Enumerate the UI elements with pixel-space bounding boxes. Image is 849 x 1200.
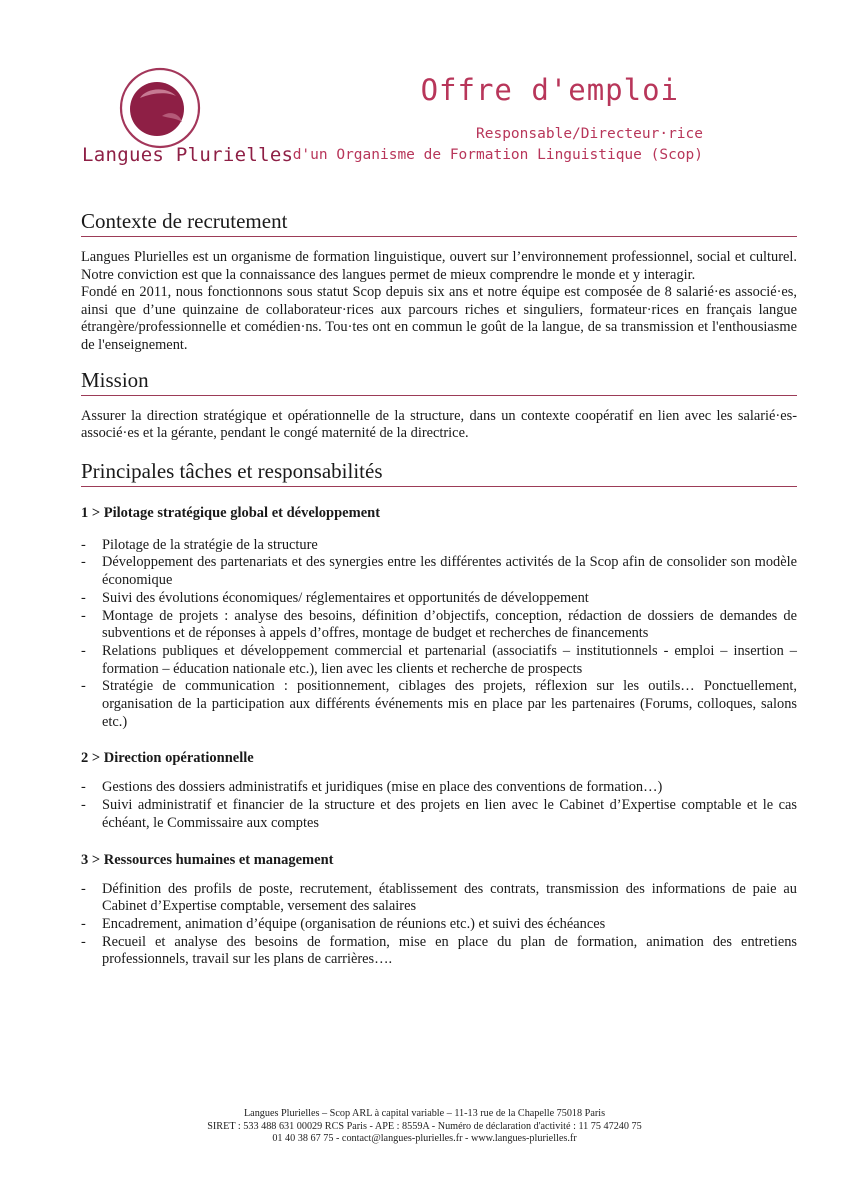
task-list	[81, 881, 797, 970]
list-item: - Montage de projets : analyse des besoins, définition d’objectifs, conception, rédaction de dossiers de demandes de subventions et de réponses à appels d’offres, montage de budget et recherches de financements	[81, 608, 797, 643]
offer-subtitle-line2: d'un Organisme de Formation Linguistique (Scop)	[292, 147, 703, 163]
list-item: - Encadrement, animation d’équipe (organisation de réunions etc.) et suivi des échéances	[81, 916, 797, 934]
contexte-paragraph-2: Fondé en 2011, nous fonctionnons sous statut Scop depuis six ans et notre équipe est composée de 8 salarié·es associé·es, ainsi que d’une quinzaine de collaborateur·rices aux parcours riches et singuliers, formateur·rices en français langue étrangère/professionnelle et comédien·ns. Tou·tes ont en commun le goût de la langue, de sa transmission et l'enthousiasme de l'enseignement.	[81, 284, 797, 353]
list-item: - Stratégie de communication : positionnement, ciblages des projets, réflexion sur les outils… Ponctuellement, organisation de la participation aux différents événements mis en place par les partenaires (Forums, colloques, salons etc.)	[81, 678, 797, 731]
logo	[82, 66, 294, 186]
section-title-taches: Principales tâches et responsabilités	[81, 458, 797, 487]
list-item: - Recueil et analyse des besoins de formation, mise en place du plan de formation, animation des entretiens professionnels, travail sur les plans de carrières….	[81, 934, 797, 969]
logo-name: Langues Plurielles	[82, 144, 294, 166]
document-body	[81, 208, 797, 969]
list-item: - Développement des partenariats et des synergies entre les différentes activités de la Scop afin de consolider son modèle économique	[81, 554, 797, 589]
contexte-paragraph-1: Langues Plurielles est un organisme de formation linguistique, ouvert sur l’environnement professionnel, social et culturel. Notre conviction est que la connaissance des langues permet de mieux comprendre le monde et y interagir.	[81, 249, 797, 283]
task-group	[81, 504, 797, 732]
section-title-mission: Mission	[81, 367, 797, 396]
mission-paragraph: Assurer la direction stratégique et opérationnelle de la structure, dans un contexte coopératif en lien avec les salarié·es-associé·es et la gérante, pendant le congé maternité de la directrice.	[81, 407, 797, 442]
task-group	[81, 749, 797, 832]
list-item: - Gestions des dossiers administratifs et juridiques (mise en place des conventions de formation…)	[81, 779, 797, 797]
footer-address: Langues Plurielles – Scop ARL à capital variable – 11-13 rue de la Chapelle 75018 Paris	[243, 1108, 606, 1119]
list-item: - Suivi administratif et financier de la structure et des projets en lien avec le Cabinet d’Expertise comptable et le cas échéant, le Commissaire aux comptes	[81, 797, 797, 832]
list-item: - Suivi des évolutions économiques/ réglementaires et opportunités de développement	[81, 590, 797, 608]
offer-subtitle-line1: Responsable/Directeur·rice	[476, 126, 703, 142]
list-item: - Définition des profils de poste, recrutement, établissement des contrats, transmission des informations de paie au Cabinet d’Expertise comptable, versement des salaires	[81, 881, 797, 916]
task-group-heading: 1 > Pilotage stratégique global et développement	[81, 504, 381, 521]
footer-contact: 01 40 38 67 75 - contact@langues-plurielles.fr - www.langues-plurielles.fr	[272, 1133, 577, 1144]
section-contexte	[81, 208, 797, 355]
page-footer	[0, 1108, 849, 1146]
section-title-contexte: Contexte de recrutement	[81, 208, 797, 237]
task-list	[81, 537, 797, 732]
section-taches	[81, 458, 797, 969]
task-list	[81, 779, 797, 832]
task-group	[81, 851, 797, 970]
list-item: - Relations publiques et développement commercial et partenarial (associatifs – institutionnels - emploi – insertion – formation – éducation nationale etc.), lien avec les clients et recherche de prospects	[81, 643, 797, 678]
task-group-heading: 3 > Ressources humaines et management	[81, 851, 334, 868]
footer-registration: SIRET : 533 488 631 00029 RCS Paris - APE : 8559A - Numéro de déclaration d'activité : 11 75 47240 75	[207, 1120, 642, 1132]
list-item: - Pilotage de la stratégie de la structure	[81, 537, 797, 555]
offer-header	[292, 72, 703, 166]
task-group-heading: 2 > Direction opérationnelle	[81, 750, 254, 767]
offer-title: Offre d'emploi	[420, 73, 679, 107]
section-mission	[81, 367, 797, 443]
